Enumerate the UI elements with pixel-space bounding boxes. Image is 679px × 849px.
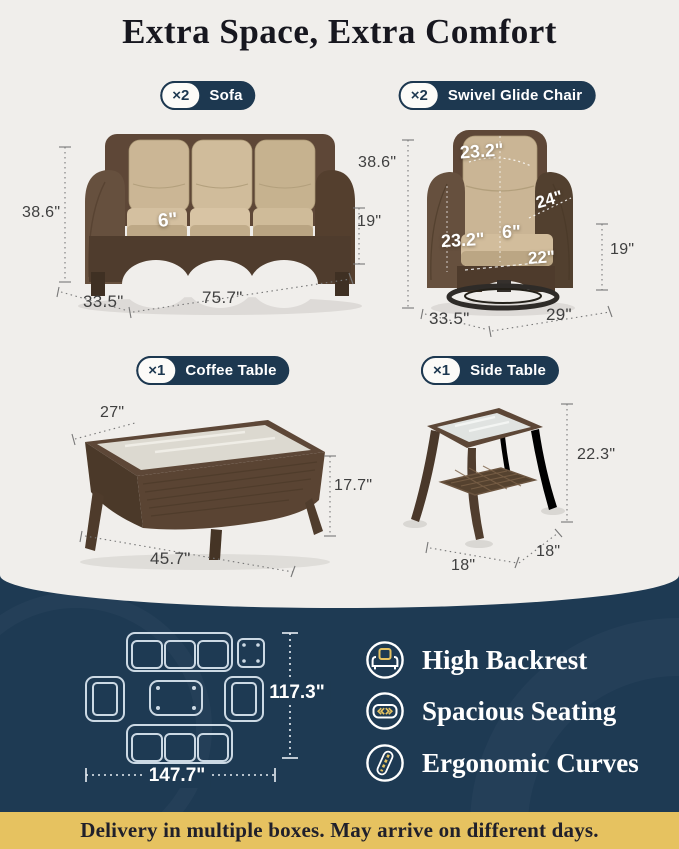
chair-armrest-dim: 24" xyxy=(533,186,565,213)
sofa-cushion-dim: 6" xyxy=(157,209,179,232)
sofa-height-dim: 38.6" xyxy=(22,204,61,221)
feature-label: Ergonomic Curves xyxy=(422,747,639,778)
sofa-badge-label: Sofa xyxy=(209,87,243,104)
chair-cushion-dim: 6" xyxy=(502,222,521,242)
spacious-seating-icon xyxy=(365,691,405,731)
ergonomic-curves-icon xyxy=(365,743,405,783)
coffee-table-badge-label: Coffee Table xyxy=(185,362,277,379)
side-table-depth-dim: 18" xyxy=(536,543,561,560)
feature-label: Spacious Seating xyxy=(422,695,617,726)
chair-front-height-dim: 23.2" xyxy=(440,228,486,252)
chair-illustration xyxy=(395,122,679,337)
chair-height-dim: 38.6" xyxy=(358,154,397,171)
chair-badge xyxy=(399,81,596,110)
coffee-table-depth-dim: 27" xyxy=(100,404,125,421)
sofa-seat-height-dim: 19" xyxy=(357,213,382,230)
chair-backrest-dim: 23.2" xyxy=(459,139,505,163)
chair-depth-dim: 33.5" xyxy=(429,309,470,328)
chair-seat-width-dim: 22" xyxy=(527,247,556,268)
delivery-banner xyxy=(0,812,679,849)
page-title: Extra Space, Extra Comfort xyxy=(122,12,557,51)
side-table-qty-badge: ×1 xyxy=(421,356,462,385)
chair-badge-label: Swivel Glide Chair xyxy=(447,87,583,104)
high-backrest-icon xyxy=(365,640,405,680)
side-table-badge xyxy=(421,356,559,385)
sofa-qty-badge: ×2 xyxy=(160,81,201,110)
side-table-badge-label: Side Table xyxy=(470,362,547,379)
side-table-height-dim: 22.3" xyxy=(577,446,616,463)
feature-label: High Backrest xyxy=(422,644,588,675)
coffee-table-width-dim: 45.7" xyxy=(150,549,191,568)
floor-plan-width-dim: 147.7" xyxy=(144,764,211,788)
coffee-table-badge xyxy=(136,356,289,385)
feature-ergonomic-curves xyxy=(365,743,639,783)
feature-high-backrest xyxy=(365,640,587,680)
feature-spacious-seating xyxy=(365,691,616,731)
delivery-banner-text: Delivery in multiple boxes. May arrive on different days. xyxy=(80,818,599,842)
coffee-table-height-dim: 17.7" xyxy=(334,477,373,494)
side-table-width-dim: 18" xyxy=(451,557,476,574)
coffee-table-qty-badge: ×1 xyxy=(136,356,177,385)
chair-qty-badge: ×2 xyxy=(399,81,440,110)
chair-width-dim: 29" xyxy=(546,305,572,324)
sofa-depth-dim: 33.5" xyxy=(83,292,124,311)
sofa-width-dim: 75.7" xyxy=(202,288,243,307)
chair-seat-height-dim: 19" xyxy=(610,241,635,258)
floor-plan-depth-dim: 117.3" xyxy=(264,681,330,705)
sofa-badge xyxy=(160,81,255,110)
